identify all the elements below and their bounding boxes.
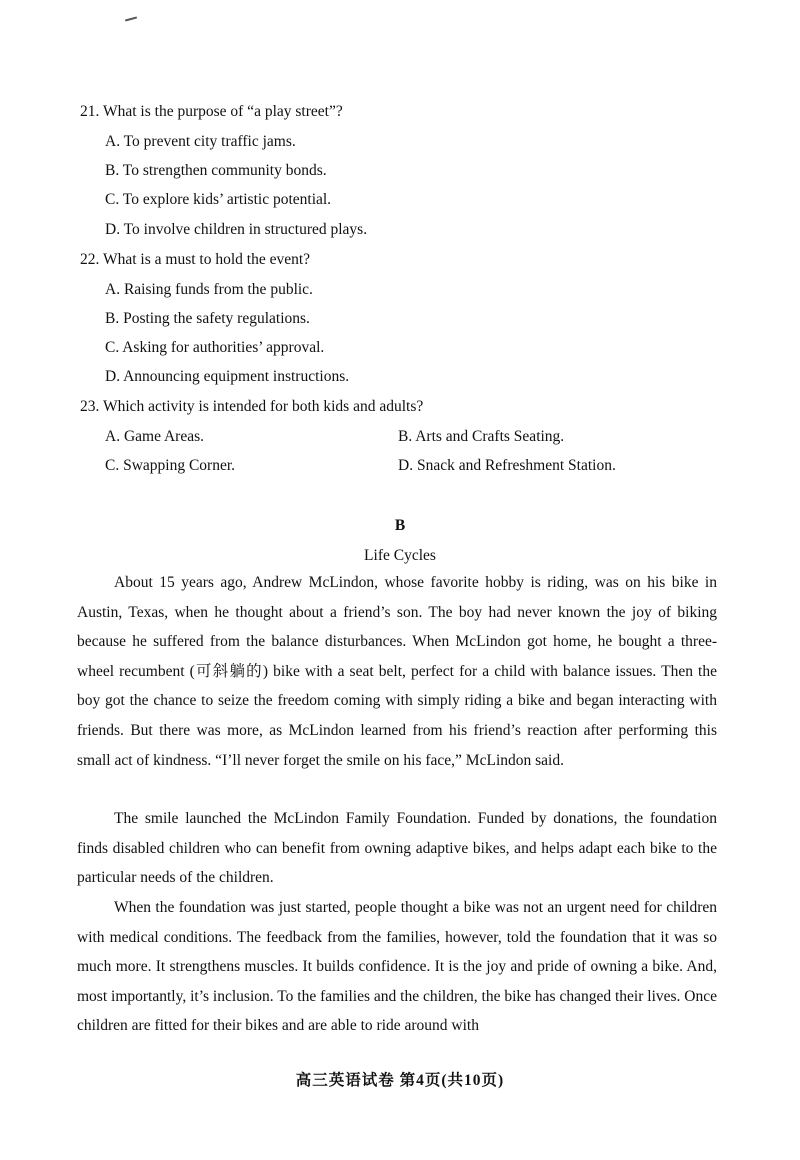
question-number: 21. <box>80 103 100 120</box>
option-22-a: A. Raising funds from the public. <box>105 281 313 298</box>
option-23-c: C. Swapping Corner. <box>105 457 236 474</box>
option-22-c: C. Asking for authorities’ approval. <box>105 339 325 356</box>
option-21-b: B. To strengthen community bonds. <box>105 162 327 179</box>
option-21-d: D. To involve children in structured plays. <box>105 221 368 238</box>
question-23 <box>80 397 423 417</box>
option-22-d: D. Announcing equipment instructions. <box>105 368 350 385</box>
option-21-c: C. To explore kids’ artistic potential. <box>105 191 332 208</box>
passage-paragraph-1: About 15 years ago, Andrew McLindon, whose favorite hobby is riding, was on his bike in Austin, Texas, when he thought about a friend’s son. The boy had never known the joy of biking because he suffered from the balance disturbances. When McLindon got home, he bought a three-wheel recumbent (可斜躺的) bike with a seat belt, perfect for a child with balance issues. Then the boy got the chance to seize the freedom coming with simply riding a bike and began interacting with friends. But there was more, as McLindon learned from his friend’s reaction after performing this small act of kindness. “I’ll never forget the smile on his face,” McLindon said. <box>77 574 717 769</box>
passage-title: Life Cycles <box>364 547 436 564</box>
page-footer: 高三英语试卷 第4页(共10页) <box>295 1072 505 1089</box>
option-22-b: B. Posting the safety regulations. <box>105 310 310 327</box>
passage-paragraph-3: When the foundation was just started, people thought a bike was not an urgent need for children with medical conditions. The feedback from the families, however, told the foundation that it was so much more. It strengthens muscles. It builds confidence. It is the joy and pride of owning a bike. And, most importantly, it’s inclusion. To the families and the children, the bike has changed their lives. Once children are fitted for their bikes and are able to ride around with <box>77 899 717 1035</box>
question-stem: Which activity is intended for both kids and adults? <box>102 398 424 415</box>
pen-mark <box>125 16 137 21</box>
question-stem: What is the purpose of “a play street”? <box>102 103 343 120</box>
option-23-b: B. Arts and Crafts Seating. <box>398 428 565 445</box>
question-22 <box>80 250 310 270</box>
option-23-d: D. Snack and Refreshment Station. <box>398 457 616 474</box>
section-label: B <box>394 517 406 534</box>
question-number: 23. <box>80 398 100 415</box>
passage-paragraph-2: The smile launched the McLindon Family Foundation. Funded by donations, the foundation finds disabled children who can benefit from owning adaptive bikes, and helps adapt each bike to the particular needs of the children. <box>77 810 717 887</box>
question-stem: What is a must to hold the event? <box>102 251 311 268</box>
question-21 <box>80 102 343 122</box>
option-21-a: A. To prevent city traffic jams. <box>105 133 296 150</box>
option-23-a: A. Game Areas. <box>105 428 204 445</box>
question-number: 22. <box>80 251 100 268</box>
